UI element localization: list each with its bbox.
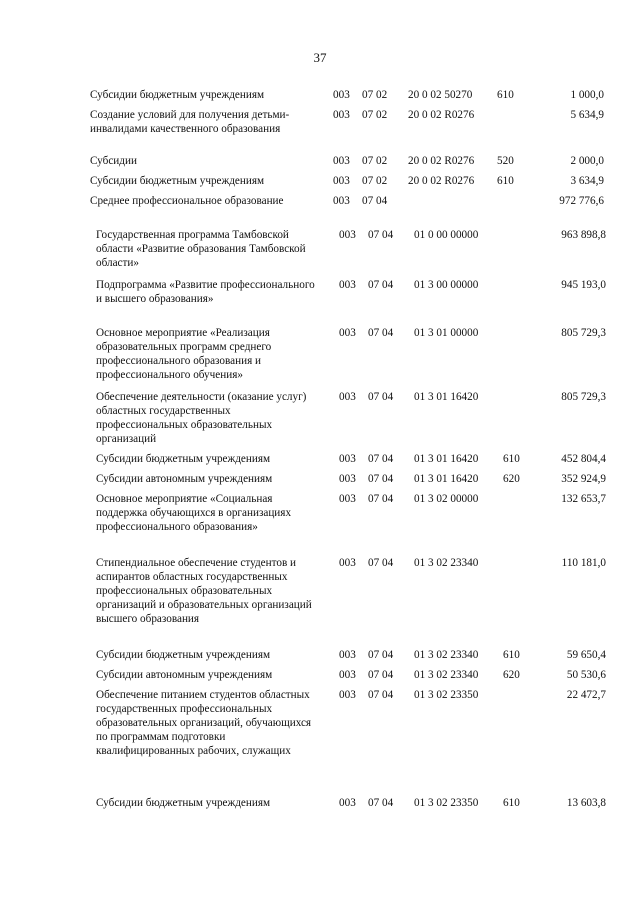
target-article-code: 01 3 02 00000 — [414, 493, 479, 505]
ministry-code: 003 — [339, 493, 356, 505]
row-amount: 805 729,3 — [561, 327, 606, 339]
section-code: 07 04 — [368, 557, 394, 569]
row-name: Основное мероприятие «Реализация образовательных программ среднего профессионального образования и профессионального обучения» — [96, 327, 272, 381]
ministry-code: 003 — [339, 797, 356, 809]
expense-type-code: 620 — [503, 473, 520, 485]
row-name: Субсидии — [90, 155, 137, 167]
row-amount: 972 776,6 — [559, 195, 604, 207]
row-amount: 50 530,6 — [566, 669, 606, 681]
row-amount: 110 181,0 — [561, 557, 606, 569]
row-name: Среднее профессиональное образование — [90, 195, 284, 207]
row-name: Государственная программа Тамбовской области «Развитие образования Тамбовской области» — [96, 229, 306, 269]
section-code: 07 04 — [368, 473, 394, 485]
row-amount: 452 804,4 — [561, 453, 606, 465]
row-name: Субсидии автономным учреждениям — [96, 669, 273, 681]
row-name: Субсидии бюджетным учреждениям — [90, 89, 265, 101]
target-article-code: 20 0 02 50270 — [408, 89, 473, 101]
row-amount: 352 924,9 — [561, 473, 606, 485]
expense-type-code: 520 — [497, 155, 514, 167]
ministry-code: 003 — [339, 669, 356, 681]
ministry-code: 003 — [339, 327, 356, 339]
row-name: Обеспечение питанием студентов областных государственных профессиональных образовательных организаций, обучающихся по программам подготовки квалифицированных рабочих, служащих — [96, 689, 312, 757]
page-number: 37 — [313, 50, 327, 65]
row-amount: 2 000,0 — [570, 155, 604, 167]
section-code: 07 04 — [368, 327, 394, 339]
section-code: 07 04 — [368, 797, 394, 809]
ministry-code: 003 — [339, 453, 356, 465]
row-name: Субсидии бюджетным учреждениям — [90, 175, 265, 187]
ministry-code: 003 — [339, 473, 356, 485]
row-amount: 13 603,8 — [566, 797, 606, 809]
row-amount: 59 650,4 — [566, 649, 606, 661]
row-name: Субсидии бюджетным учреждениям — [96, 797, 271, 809]
row-amount: 3 634,9 — [570, 175, 604, 187]
section-code: 07 04 — [368, 669, 394, 681]
ministry-code: 003 — [339, 689, 356, 701]
ministry-code: 003 — [333, 89, 350, 101]
ministry-code: 003 — [339, 229, 356, 241]
section-code: 07 04 — [368, 453, 394, 465]
target-article-code: 01 3 02 23340 — [414, 669, 479, 681]
target-article-code: 20 0 02 R0276 — [408, 109, 475, 121]
section-code: 07 04 — [368, 279, 394, 291]
section-code: 07 04 — [368, 391, 394, 403]
row-name: Субсидии бюджетным учреждениям — [96, 453, 271, 465]
section-code: 07 02 — [362, 155, 388, 167]
section-code: 07 02 — [362, 175, 388, 187]
expense-type-code: 610 — [503, 649, 520, 661]
section-code: 07 04 — [362, 195, 388, 207]
ministry-code: 003 — [333, 109, 350, 121]
row-name: Субсидии автономным учреждениям — [96, 473, 273, 485]
section-code: 07 04 — [368, 689, 394, 701]
row-name: Подпрограмма «Развитие профессионального и высшего образования» — [96, 279, 315, 305]
expense-type-code: 620 — [503, 669, 520, 681]
row-amount: 805 729,3 — [561, 391, 606, 403]
ministry-code: 003 — [339, 649, 356, 661]
target-article-code: 01 3 02 23340 — [414, 649, 479, 661]
target-article-code: 01 3 01 00000 — [414, 327, 479, 339]
section-code: 07 04 — [368, 493, 394, 505]
ministry-code: 003 — [339, 279, 356, 291]
row-name: Создание условий для получения детьми-инвалидами качественного образования — [90, 109, 290, 135]
ministry-code: 003 — [333, 155, 350, 167]
target-article-code: 01 3 02 23350 — [414, 689, 479, 701]
row-amount: 1 000,0 — [570, 89, 604, 101]
target-article-code: 01 3 00 00000 — [414, 279, 479, 291]
row-amount: 132 653,7 — [561, 493, 606, 505]
ministry-code: 003 — [339, 391, 356, 403]
expense-type-code: 610 — [497, 89, 514, 101]
target-article-code: 01 3 01 16420 — [414, 453, 479, 465]
row-name: Основное мероприятие «Социальная поддержка обучающихся в организациях профессионального образования» — [96, 493, 292, 533]
section-code: 07 02 — [362, 109, 388, 121]
ministry-code: 003 — [339, 557, 356, 569]
ministry-code: 003 — [333, 175, 350, 187]
expense-type-code: 610 — [503, 453, 520, 465]
section-code: 07 02 — [362, 89, 388, 101]
target-article-code: 01 3 01 16420 — [414, 391, 479, 403]
row-name: Обеспечение деятельности (оказание услуг) областных государственных профессиональных образовательных организаций — [96, 391, 307, 445]
row-amount: 945 193,0 — [561, 279, 606, 291]
row-amount: 22 472,7 — [566, 689, 606, 701]
target-article-code: 01 0 00 00000 — [414, 229, 479, 241]
row-amount: 5 634,9 — [570, 109, 604, 121]
section-code: 07 04 — [368, 649, 394, 661]
row-name: Стипендиальное обеспечение студентов и аспирантов областных государственных профессиональных образовательных организаций и образовательных организаций высшего образования — [96, 557, 312, 625]
target-article-code: 01 3 02 23350 — [414, 797, 479, 809]
target-article-code: 20 0 02 R0276 — [408, 155, 475, 167]
target-article-code: 20 0 02 R0276 — [408, 175, 475, 187]
section-code: 07 04 — [368, 229, 394, 241]
target-article-code: 01 3 02 23340 — [414, 557, 479, 569]
target-article-code: 01 3 01 16420 — [414, 473, 479, 485]
row-name: Субсидии бюджетным учреждениям — [96, 649, 271, 661]
expense-type-code: 610 — [497, 175, 514, 187]
expense-type-code: 610 — [503, 797, 520, 809]
row-amount: 963 898,8 — [561, 229, 606, 241]
ministry-code: 003 — [333, 195, 350, 207]
